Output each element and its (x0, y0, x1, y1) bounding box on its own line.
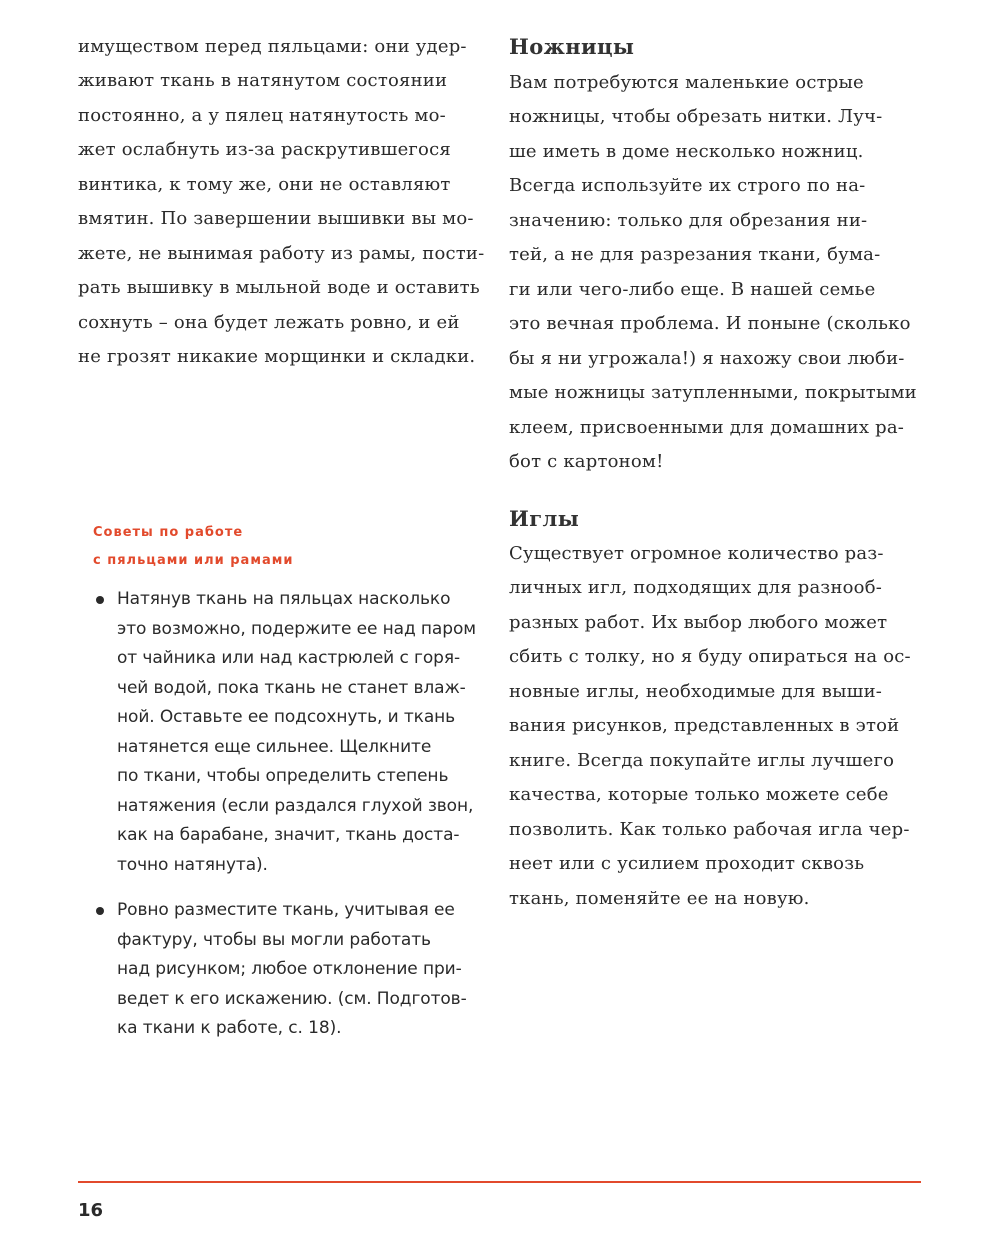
paragraph-line: разных работ. Их выбор любого может (509, 612, 888, 633)
section-heading: Иглы (509, 506, 580, 531)
tip-line: ка ткани к работе, с. 18). (117, 1018, 342, 1038)
paragraph-line: ткань, поменяйте ее на новую. (509, 888, 810, 909)
paragraph-line: книге. Всегда покупайте иглы лучшего (509, 750, 895, 771)
paragraph-line: Всегда используйте их строго по на- (509, 175, 866, 196)
paragraph-line: бы я ни угрожала!) я нахожу свои люби- (509, 348, 905, 369)
paragraph-line: личных игл, подходящих для разнооб- (509, 577, 883, 598)
paragraph-line: клеем, присвоенными для домашних ра- (509, 417, 905, 438)
paragraph-line: ги или чего-либо еще. В нашей семье (509, 279, 876, 300)
tip-line: это возможно, подержите ее над паром (117, 619, 476, 639)
paragraph-line: жете, не вынимая работу из рамы, пости- (78, 243, 485, 264)
tip-line: Натянув ткань на пяльцах насколько (117, 589, 451, 609)
paragraph-line: вмятин. По завершении вышивки вы мо- (78, 208, 474, 229)
paragraph-line: позволить. Как только рабочая игла чер- (509, 819, 910, 840)
tip-line: над рисунком; любое отклонение при- (117, 959, 462, 979)
paragraph-line: не грозят никакие морщинки и складки. (78, 346, 476, 367)
paragraph-line: это вечная проблема. И поныне (сколько (509, 313, 911, 334)
bullet-icon (96, 907, 104, 915)
paragraph-line: имуществом перед пяльцами: они удер- (78, 36, 467, 57)
tip-line: от чайника или над кастрюлей с горя- (117, 648, 460, 668)
section-heading: Ножницы (509, 34, 635, 59)
tip-line: по ткани, чтобы определить степень (117, 766, 449, 786)
paragraph-line: ножницы, чтобы обрезать нитки. Луч- (509, 106, 883, 127)
paragraph-line: рать вышивку в мыльной воде и оставить (78, 277, 480, 298)
paragraph-line: неет или с усилием проходит сквозь (509, 853, 865, 874)
tip-line: точно натянута). (117, 855, 268, 875)
paragraph-line: сбить с толку, но я буду опираться на ос- (509, 646, 911, 667)
footer-rule (78, 1181, 921, 1183)
paragraph-line: новные иглы, необходимые для выши- (509, 681, 883, 702)
tip-line: ведет к его искажению. (см. Подготов- (117, 989, 467, 1009)
tip-line: натяжения (если раздался глухой звон, (117, 796, 474, 816)
tip-line: как на барабане, значит, ткань доста- (117, 825, 460, 845)
page-number: 16 (78, 1200, 104, 1221)
tip-line: Ровно разместите ткань, учитывая ее (117, 900, 455, 920)
tip-line: чей водой, пока ткань не станет влаж- (117, 678, 466, 698)
paragraph-line: винтика, к тому же, они не оставляют (78, 174, 451, 195)
paragraph-line: вания рисунков, представленных в этой (509, 715, 900, 736)
bullet-icon (96, 596, 104, 604)
paragraph-line: бот с картоном! (509, 451, 664, 472)
paragraph-line: качества, которые только можете себе (509, 784, 889, 805)
tip-line: ной. Оставьте ее подсохнуть, и ткань (117, 707, 456, 727)
paragraph-line: Существует огромное количество раз- (509, 543, 884, 564)
tips-title-line-1: Советы по работе (93, 525, 244, 540)
tips-title-line-2: с пяльцами или рамами (93, 553, 294, 568)
paragraph-line: живают ткань в натянутом состоянии (78, 70, 448, 91)
paragraph-line: Вам потребуются маленькие острые (509, 72, 864, 93)
paragraph-line: жет ослабнуть из-за раскрутившегося (78, 139, 451, 160)
paragraph-line: значению: только для обрезания ни- (509, 210, 868, 231)
paragraph-line: ше иметь в доме несколько ножниц. (509, 141, 864, 162)
tip-line: фактуру, чтобы вы могли работать (117, 930, 431, 950)
paragraph-line: тей, а не для разрезания ткани, бума- (509, 244, 881, 265)
paragraph-line: сохнуть – она будет лежать ровно, и ей (78, 312, 460, 333)
tip-line: натянется еще сильнее. Щелкните (117, 737, 432, 757)
paragraph-line: постоянно, а у пялец натянутость мо- (78, 105, 446, 126)
paragraph-line: мые ножницы затупленными, покрытыми (509, 382, 917, 403)
